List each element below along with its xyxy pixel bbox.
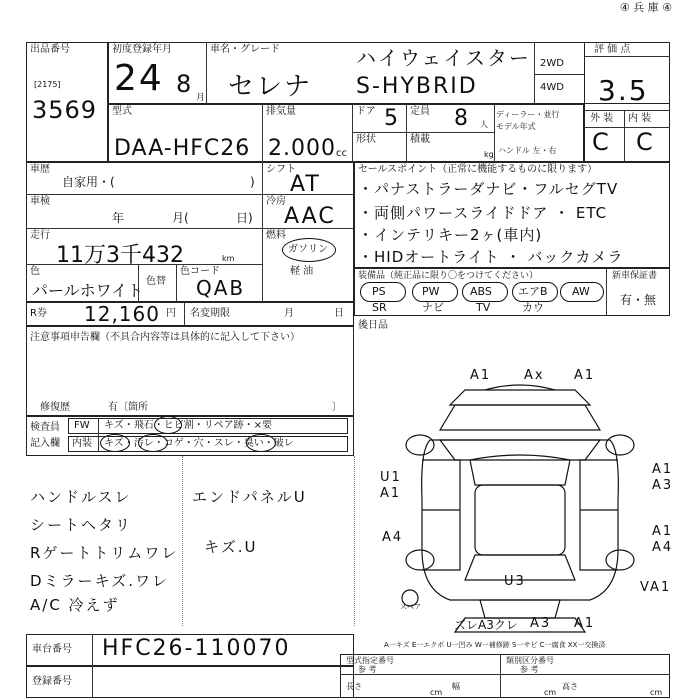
equipment-navi: ナビ [422, 301, 444, 314]
fuel-gasoline-circle [282, 238, 336, 262]
recycle-label: R券 [30, 308, 47, 319]
record-dirt-circle [138, 434, 168, 452]
damage-mark: A1 [574, 616, 596, 631]
sales-point-item: ・HIDオートライト ・ バックカメラ [358, 248, 624, 266]
new-warranty-label: 新車保証書 [612, 271, 658, 281]
equipment-abs-circle [462, 282, 508, 302]
grade-name: ハイウェイスター [356, 46, 531, 70]
damage-mark: A4 [652, 540, 674, 555]
damage-mark: A1 [652, 462, 674, 477]
shaken-day: 日) [236, 211, 253, 225]
model-label: 型式 [112, 106, 132, 117]
delivery-label: 後日品 [358, 320, 388, 331]
new-warranty-value: 有・無 [620, 293, 657, 307]
exterior-grade: C [592, 128, 611, 156]
sales-points-title: セールスポイント（正常に機能するものに限ります） [358, 164, 598, 175]
doors-label: ドア [356, 106, 376, 117]
repair-value: 有〔箇所 [108, 402, 148, 413]
name-change-day: 日 [334, 308, 344, 319]
record-scratch-circle [100, 434, 130, 452]
sales-point-item: ・パナストラーダナビ・フルセグTV [358, 180, 619, 198]
handwritten-note: シートヘタリ [30, 516, 133, 534]
chassis-value: HFC26-110070 [102, 636, 291, 661]
equipment-abs: ABS [470, 285, 492, 298]
top-right-mark: ④ 兵 庫 ④ [619, 1, 672, 14]
displacement-label: 排気量 [266, 106, 296, 117]
damage-mark: A3 [652, 478, 674, 493]
notes-title: 注意事項申告欄（不具合内容等は具体的に記入して下さい） [30, 332, 300, 343]
equipment-sr: SR [372, 301, 387, 314]
fuel-gasoline: ガソリン [288, 244, 328, 255]
color-value: パールホワイト [32, 281, 144, 300]
shift-value: AT [290, 172, 321, 197]
diagram-legend: A一キズ E一エクボ U一凹み W一補修跡 S一サビ C一腐食 XX一交換済 [384, 641, 606, 649]
reg-label: 初度登録年月 [112, 44, 172, 55]
equipment-aw-circle [560, 282, 604, 302]
repair-label: 修復歴 [40, 402, 70, 413]
recycle-value: 12,160 [84, 302, 160, 326]
class-ref: 参 考 [520, 665, 539, 674]
equipment-pw: PW [422, 285, 440, 298]
capacity-value: 8 [454, 106, 470, 131]
drive-2wd: 2WD [540, 58, 564, 69]
dim-width-label: 幅 [452, 682, 460, 691]
equipment-cow: カウ [522, 301, 544, 314]
damage-mark: A1 [652, 524, 674, 539]
score-label: 評 価 点 [594, 44, 631, 55]
damage-mark: U3 [504, 574, 526, 589]
name-change-label: 名変期限 [190, 308, 230, 319]
score-value: 3.5 [598, 74, 649, 107]
damage-mark: A1 [574, 368, 596, 383]
history-close: ) [250, 175, 255, 189]
reg-month-unit: 月 [196, 93, 206, 103]
equipment-tv: TV [476, 301, 491, 314]
interior-label: 内 装 [628, 113, 652, 124]
damage-mark: A4 [382, 530, 404, 545]
record-label: 記入欄 [30, 438, 60, 449]
car-name: セレナ [228, 72, 313, 102]
handwritten-note: Rゲートトリムワレ [30, 544, 179, 562]
record-items: キズ・汚レ・コゲ・穴・スレ・臭い・破レ [104, 438, 294, 449]
shift-label: シフト [266, 164, 296, 175]
equipment-ps: PS [372, 285, 386, 298]
interior-grade: C [636, 128, 655, 156]
damage-mark: A1 [470, 368, 492, 383]
dim-height-unit: cm [650, 688, 663, 697]
drive-4wd: 4WD [540, 82, 564, 93]
equipment-airbag-circle [512, 282, 558, 302]
repair-close: 〕 [332, 402, 342, 413]
form-ref: 参 考 [358, 665, 377, 674]
record-wear-circle [246, 434, 276, 452]
capacity-label: 定員 [410, 106, 430, 117]
handwritten-note-right: エンドパネルU [192, 488, 307, 506]
reg-number-label: 登録番号 [32, 676, 72, 687]
color-code-label: 色コード [180, 266, 220, 277]
inspect-label: 検査員 [30, 422, 60, 433]
displacement-value: 2.000 [268, 136, 336, 161]
color-change-label: 色替 [146, 276, 166, 287]
damage-mark: U1 [380, 470, 402, 485]
inspect-chip-circle [154, 416, 182, 434]
displacement-unit: cc [336, 148, 347, 159]
damage-mark: VA1 [640, 580, 672, 595]
reg-year: 24 [114, 58, 164, 99]
fuel-label: 燃料 [266, 230, 286, 241]
mileage-label: 走行 [30, 230, 50, 241]
load-label: 積載 [410, 134, 430, 145]
color-code-value: QAB [196, 276, 246, 300]
load-unit: kg [484, 150, 494, 159]
dim-length-unit: cm [430, 688, 443, 697]
shaken-year: 年 [112, 211, 125, 225]
equipment-airbag: エアB [518, 285, 548, 298]
damage-mark: A1 [380, 486, 402, 501]
damage-mark: ズレA3クレ [454, 618, 518, 632]
equipment-aw: AW [572, 285, 590, 298]
handwritten-note: Dミラーキズ.ワレ [30, 572, 170, 590]
handwritten-note-right: キズ.U [204, 538, 258, 556]
fuel-diesel: 軽 油 [290, 266, 314, 277]
ac-value: AAC [284, 204, 336, 229]
damage-mark: Ax [524, 368, 545, 383]
lot-label: 出品番号 [30, 44, 70, 55]
recycle-unit: 円 [166, 308, 176, 319]
mileage-value: 11万3千432 [56, 243, 184, 268]
form-label: 型式指定番号 [346, 656, 394, 665]
shaken-label: 車検 [30, 196, 50, 207]
damage-mark: A3 [530, 616, 552, 631]
name-label: 車名・グレード [210, 44, 280, 55]
handwritten-note: A/C 冷えず [30, 596, 120, 614]
record-interior: 内装 [72, 438, 92, 449]
doors-value: 5 [384, 106, 400, 131]
history-label: 車歴 [30, 164, 50, 175]
chassis-label: 車台番号 [32, 644, 72, 655]
reg-number-box [26, 666, 354, 698]
mileage-unit: km [222, 254, 235, 263]
name-change-month: 月 [284, 308, 294, 319]
equipment-pw-circle [412, 282, 458, 302]
sales-point-item: ・インテリキー2ヶ(車内) [358, 226, 543, 244]
exterior-label: 外 装 [590, 113, 614, 124]
inspect-items: キズ・飛石・ヒビ割・リペア跡・×要 [104, 420, 272, 431]
capacity-unit: 人 [480, 120, 488, 129]
lot-small-number: [2175] [34, 80, 61, 89]
car-diagram [360, 360, 680, 640]
body-label: 形状 [356, 134, 376, 145]
dim-length-label: 長さ [346, 682, 362, 691]
equipment-ps-circle [360, 282, 406, 302]
history-value: 自家用・( [62, 175, 115, 189]
color-label: 色 [30, 266, 40, 277]
class-label: 類別区分番号 [506, 656, 554, 665]
inspect-fw: FW [74, 420, 90, 431]
dim-height-label: 高さ [562, 682, 578, 691]
sales-point-item: ・両側パワースライドドア ・ ETC [358, 204, 608, 222]
equipment-title: 装備品（純正品に限り〇をつけてください） [358, 271, 539, 281]
dealer-label: ディーラー・並行 [496, 110, 560, 119]
spare-label: スペア [400, 603, 421, 611]
handle-label: ハンドル 左・右 [498, 146, 557, 155]
ac-label: 冷房 [266, 196, 286, 207]
dim-width-unit: cm [544, 688, 557, 697]
model-value: DAA-HFC26 [114, 136, 251, 161]
reg-month: 8 [176, 70, 194, 98]
lot-number: 3569 [32, 96, 98, 124]
model-year-label: モデル年式 [496, 122, 536, 131]
grade-sub: S-HYBRID [356, 74, 478, 99]
handwritten-note: ハンドルスレ [30, 488, 132, 506]
shaken-month: 月( [172, 211, 189, 225]
